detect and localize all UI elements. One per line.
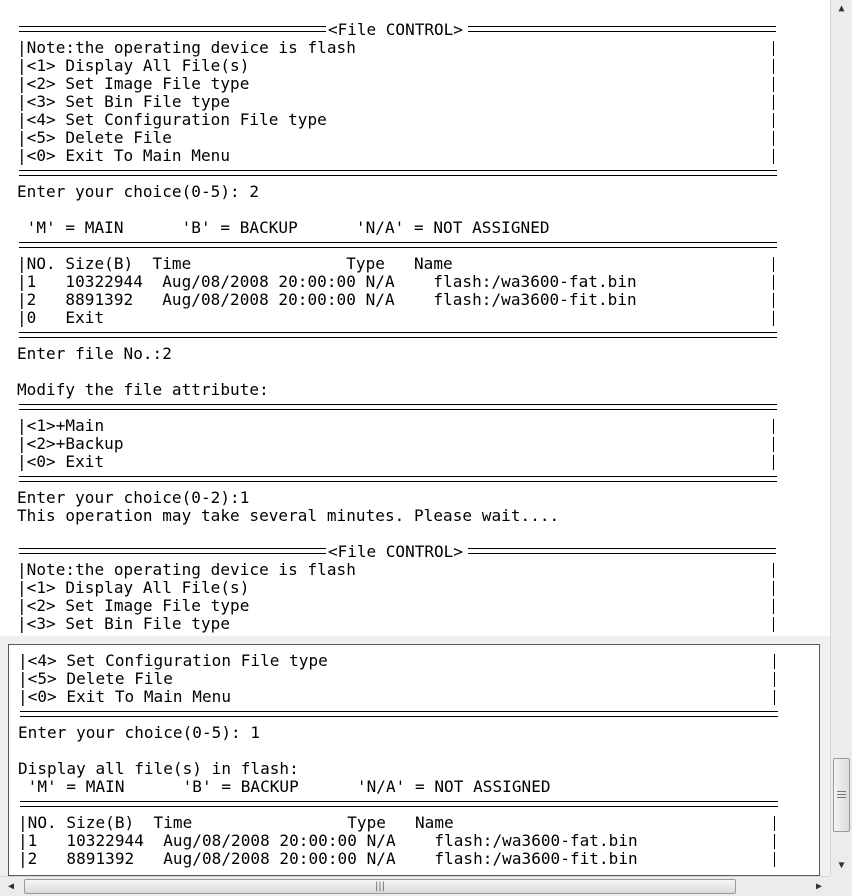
menu-line: |<3> Set Bin File type [17,615,637,633]
terminal-output [17,21,637,633]
horizontal-scrollbar[interactable] [0,876,830,896]
file-table-header: |NO. Size(B) Time Type Name [17,255,637,273]
file-control-header [17,543,637,561]
separator [17,471,637,489]
separator [17,327,637,345]
terminal-output [18,652,638,868]
menu-title: <File CONTROL> [328,542,463,561]
file-row: |2 8891392 Aug/08/2008 20:00:00 N/A flash:/wa3600-fit.bin [18,849,638,868]
horizontal-scroll-thumb[interactable]: ||| [24,879,736,894]
menu-line: |Note:the operating device is flash [17,561,637,579]
prompt-line: Enter your choice(0-5): 2 [17,182,260,201]
menu-line: |<2> Set Image File type [17,597,637,615]
menu-line: |<0> Exit To Main Menu [17,147,637,165]
menu-line: |<4> Set Configuration File type [18,652,638,670]
file-row: |1 10322944 Aug/08/2008 20:00:00 N/A flash:/wa3600-fat.bin [17,272,637,291]
attr-option: |<1>+Main [17,417,637,435]
scrollbar-corner [830,876,852,896]
menu-line: |<3> Set Bin File type [17,93,637,111]
menu-title: <File CONTROL> [328,20,463,39]
attr-option: |<2>+Backup [17,435,637,453]
menu-line: |<5> Delete File [18,670,638,688]
menu-line: |<1> Display All File(s) [17,579,637,597]
attr-option: |<0> Exit [17,453,637,471]
separator [18,706,638,724]
scroll-up-icon[interactable]: ▲ [838,3,845,14]
file-control-header [17,21,637,39]
file-table-header: |NO. Size(B) Time Type Name [18,814,638,832]
menu-line: |<2> Set Image File type [17,75,637,93]
separator [17,399,637,417]
separator [18,796,638,814]
vertical-scroll-thumb[interactable] [833,758,850,832]
menu-line: |Note:the operating device is flash [17,39,637,57]
file-row: |0 Exit [17,309,637,327]
modify-line: Modify the file attribute: [17,380,269,399]
scroll-left-icon[interactable]: ◀ [7,881,15,892]
wait-message: This operation may take several minutes. Please wait.... [17,506,560,525]
prompt-line: Enter file No.:2 [17,344,172,363]
separator [17,165,637,183]
scroll-right-icon[interactable]: ▶ [815,881,823,892]
vertical-scrollbar[interactable] [830,0,852,876]
file-row: |1 10322944 Aug/08/2008 20:00:00 N/A flash:/wa3600-fat.bin [18,831,638,850]
display-line: Display all file(s) in flash: [18,759,299,778]
scroll-down-icon[interactable]: ▼ [838,860,845,871]
terminal-bottom-pane[interactable] [8,644,820,876]
separator [17,237,637,255]
file-row: |2 8891392 Aug/08/2008 20:00:00 N/A flash:/wa3600-fit.bin [17,290,637,309]
legend-line: 'M' = MAIN 'B' = BACKUP 'N/A' = NOT ASSIGNED [17,218,550,237]
menu-line: |<1> Display All File(s) [17,57,637,75]
prompt-line: Enter your choice(0-5): 1 [18,723,261,742]
legend-line: 'M' = MAIN 'B' = BACKUP 'N/A' = NOT ASSIGNED [18,777,551,796]
menu-line: |<5> Delete File [17,129,637,147]
menu-line: |<4> Set Configuration File type [17,111,637,129]
prompt-line: Enter your choice(0-2):1 [17,488,250,507]
menu-line: |<0> Exit To Main Menu [18,688,638,706]
